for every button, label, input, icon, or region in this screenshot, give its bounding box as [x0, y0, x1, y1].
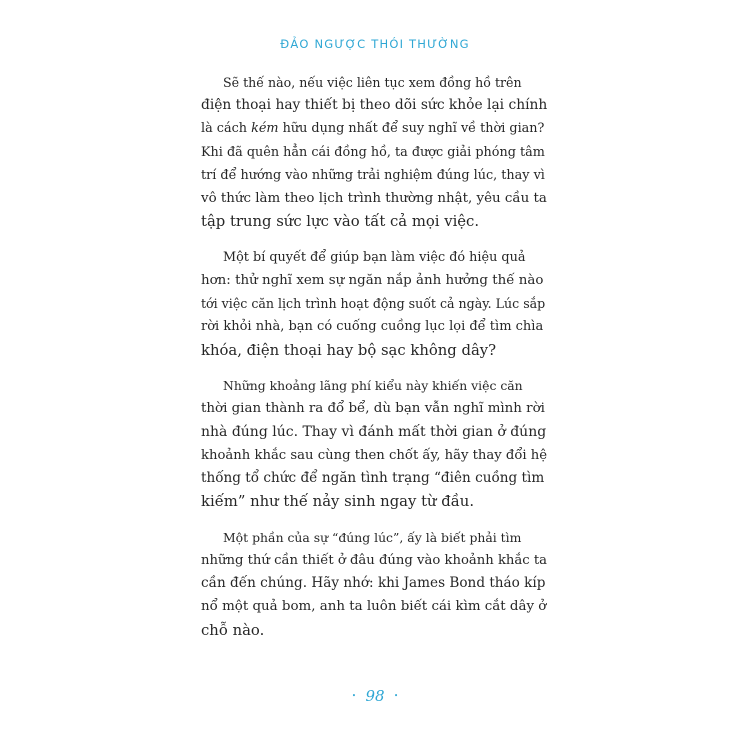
text-line: chỗ nào. [201, 621, 265, 639]
right-ornament: • [394, 692, 399, 700]
paragraph-3 [201, 374, 547, 513]
text-line: nhà đúng lúc. Thay vì đánh mất thời gian ở đúng [201, 423, 547, 440]
text-line: rời khỏi nhà, bạn có cuống cuồng lục lọi để tìm chìa [201, 319, 544, 335]
text-line: thống tổ chức để ngăn tình trạng “điên cuồng tìm [201, 470, 545, 486]
text-line: là cách kém hữu dụng nhất để suy nghĩ về thời gian? [201, 121, 545, 137]
left-ornament: • [351, 692, 356, 700]
text-line: tới việc căn lịch trình hoạt động suốt cả ngày. Lúc sắp [201, 296, 546, 312]
text-line: kiếm” như thế nảy sinh ngay từ đầu. [201, 493, 475, 511]
text-line: khoảnh khắc sau cùng then chốt ấy, hãy thay đổi hệ [201, 447, 548, 463]
paragraph-2 [201, 246, 547, 362]
text-line: Khi đã quên hẳn cái đồng hồ, ta được giải phóng tâm [201, 144, 545, 160]
text-line: trí để hướng vào những trải nghiệm đúng lúc, thay vì [201, 167, 545, 183]
text-line: cần đến chúng. Hãy nhớ: khi James Bond tháo kíp [201, 575, 546, 592]
page-footer [0, 687, 750, 705]
text-line: Sẽ thế nào, nếu việc liên tục xem đồng hồ trên [223, 75, 522, 90]
text-line: Một bí quyết để giúp bạn làm việc đó hiệu quả [223, 249, 526, 265]
text-line: những thứ cần thiết ở đâu đúng vào khoảnh khắc ta [201, 553, 548, 569]
text-line: Những khoảng lãng phí kiểu này khiến việc căn [223, 378, 523, 394]
text-line: điện thoại hay thiết bị theo dõi sức khỏe lại chính [201, 97, 548, 114]
text-line: nổ một quả bom, anh ta luôn biết cái kìm cắt dây ở [201, 599, 547, 615]
text-line: Một phần của sự “đúng lúc”, ấy là biết phải tìm [223, 529, 522, 545]
text-line: thời gian thành ra đổ bể, dù bạn vẫn nghĩ mình rời [201, 401, 545, 417]
emphasis-word: kém [251, 121, 279, 137]
text-line: tập trung sức lực vào tất cả mọi việc. [201, 213, 480, 231]
text-line: khóa, điện thoại hay bộ sạc không dây? [201, 341, 497, 359]
text-line: hơn: thử nghĩ xem sự ngăn nắp ảnh hưởng thế nào [201, 273, 544, 288]
text-line: vô thức làm theo lịch trình thường nhật, yêu cầu ta [201, 190, 547, 206]
page-number: 98 [365, 687, 385, 705]
body-text [201, 71, 547, 642]
paragraph-4 [201, 526, 547, 642]
running-header: ĐẢO NGƯỢC THÓI THƯỜNG [280, 37, 470, 51]
paragraph-1 [201, 71, 547, 233]
